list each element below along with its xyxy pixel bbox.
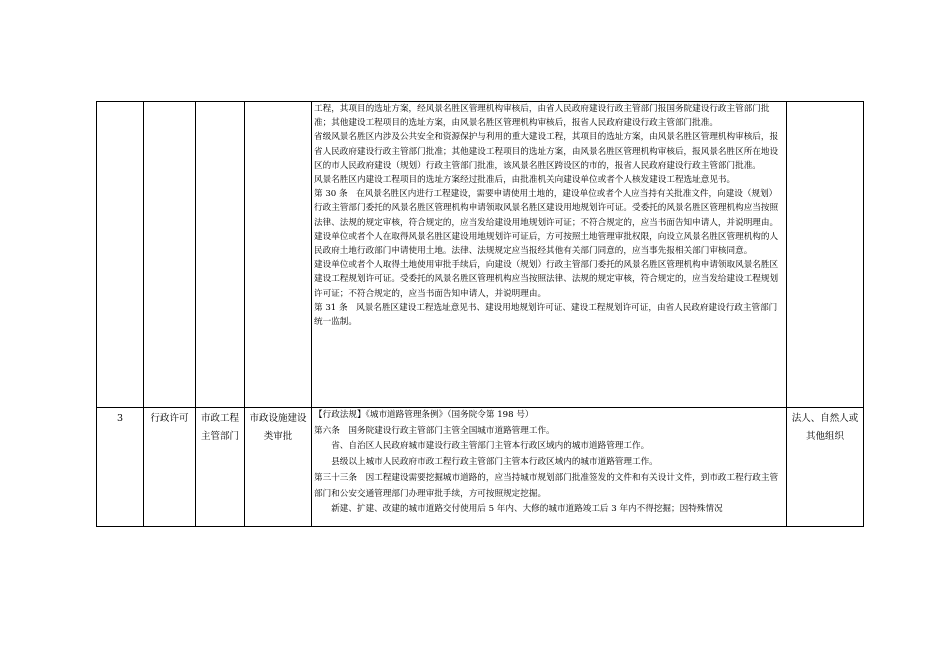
permit-table: [96, 101, 864, 527]
basis-paragraph: 风景名胜区内建设工程项目的选址方案经过批准后，由批准机关向建设单位或者个人核发建设工程选址意见书。: [314, 175, 736, 186]
cell-applicant: [787, 102, 864, 408]
basis-paragraph: 第 30 条 在风景名胜区内进行工程建设，需要申请使用土地的，建设单位或者个人应当持有关批准文件，向建设（规划）行政主管部门委托的风景名胜区管理机构申请领取风景名胜区建设用地规划许可证。受委托的风景名胜区管理机构应当按照法律、法规的规定审核，符合规定的，应当发给建设用地规划许可证；不符合规定的，应当书面告知申请人，并说明理由。: [314, 189, 779, 228]
cell-item: 市政设施建设类审批: [245, 408, 312, 527]
law-line: 第三十三条 因工程建设需要挖掘城市道路的，应当持城市规划部门批准签发的文件和有关设计文件，到市政工程行政主管部门和公安交通管理部门办理审批手续，方可按照规定挖掘。: [314, 472, 779, 499]
cell-applicant: 法人、自然人或其他组织: [787, 408, 864, 527]
basis-paragraph: 建设单位或者个人在取得风景名胜区建设用地规划许可证后，方可按照土地管理审批权限，向设立风景名胜区管理机构的人民政府土地行政部门申请使用土地。法律、法规规定应当报经其他有关部门同意的，应当事先报相关部门审核同意。: [314, 231, 779, 257]
table-row: [97, 102, 864, 408]
cell-category: 行政许可: [144, 408, 196, 527]
basis-paragraph: 工程，其项目的选址方案，经风景名胜区管理机构审核后，由省人民政府建设行政主管部门报国务院建设行政主管部门批准；其他建设工程项目的选址方案，由风景名胜区管理机构审核后，报省人民政府建设行政主管部门批准。: [314, 104, 770, 129]
basis-paragraph: 第 31 条 风景名胜区建设工程选址意见书、建设用地规划许可证、建设工程规划许可证，由省人民政府建设行政主管部门统一监制。: [314, 302, 778, 328]
cell-department: 市政工程主管部门: [196, 408, 245, 527]
cell-department: [196, 102, 245, 408]
basis-paragraph: 省级风景名胜区内涉及公共安全和资源保护与利用的重大建设工程，其项目的选址方案，由风景名胜区管理机构审核后，报省人民政府建设行政主管部门批准；其他建设工程项目的选址方案，由风景名胜区管理机构审核后，报风景名胜区所在地设区的市人民政府建设（规划）行政主管部门批准，该风景名胜区跨设区的市的，报省人民政府建设行政主管部门批准。: [314, 132, 779, 171]
law-line: 新建、扩建、改建的城市道路交付使用后 5 年内、大修的城市道路竣工后 3 年内不得挖掘；因特殊情况: [331, 504, 723, 515]
basis-paragraph: 建设单位或者个人取得土地使用审批手续后，向建设（规划）行政主管部门委托的风景名胜区管理机构申请领取风景名胜区建设工程规划许可证。受委托的风景名胜区管理机构应当按照法律、法规的规定审核，符合规定的，应当发给建设工程规划许可证；不符合规定的，应当书面告知申请人，并说明理由。: [314, 260, 779, 299]
cell-basis: [312, 102, 787, 408]
law-title: 【行政法规】《城市道路管理条例》（国务院令第 198 号）: [314, 410, 534, 420]
law-line: 省、自治区人民政府城市建设行政主管部门主管本行政区域内的城市道路管理工作。: [331, 441, 650, 452]
law-line: 第六条 国务院建设行政主管部门主管全国城市道路管理工作。: [314, 425, 555, 436]
cell-number: 3: [97, 408, 144, 527]
law-line: 县级以上城市人民政府市政工程行政主管部门主管本行政区域内的城市道路管理工作。: [331, 457, 658, 468]
cell-number: [97, 102, 144, 408]
cell-item: [245, 102, 312, 408]
cell-category: [144, 102, 196, 408]
table-row: [97, 408, 864, 527]
cell-basis: [312, 408, 787, 527]
